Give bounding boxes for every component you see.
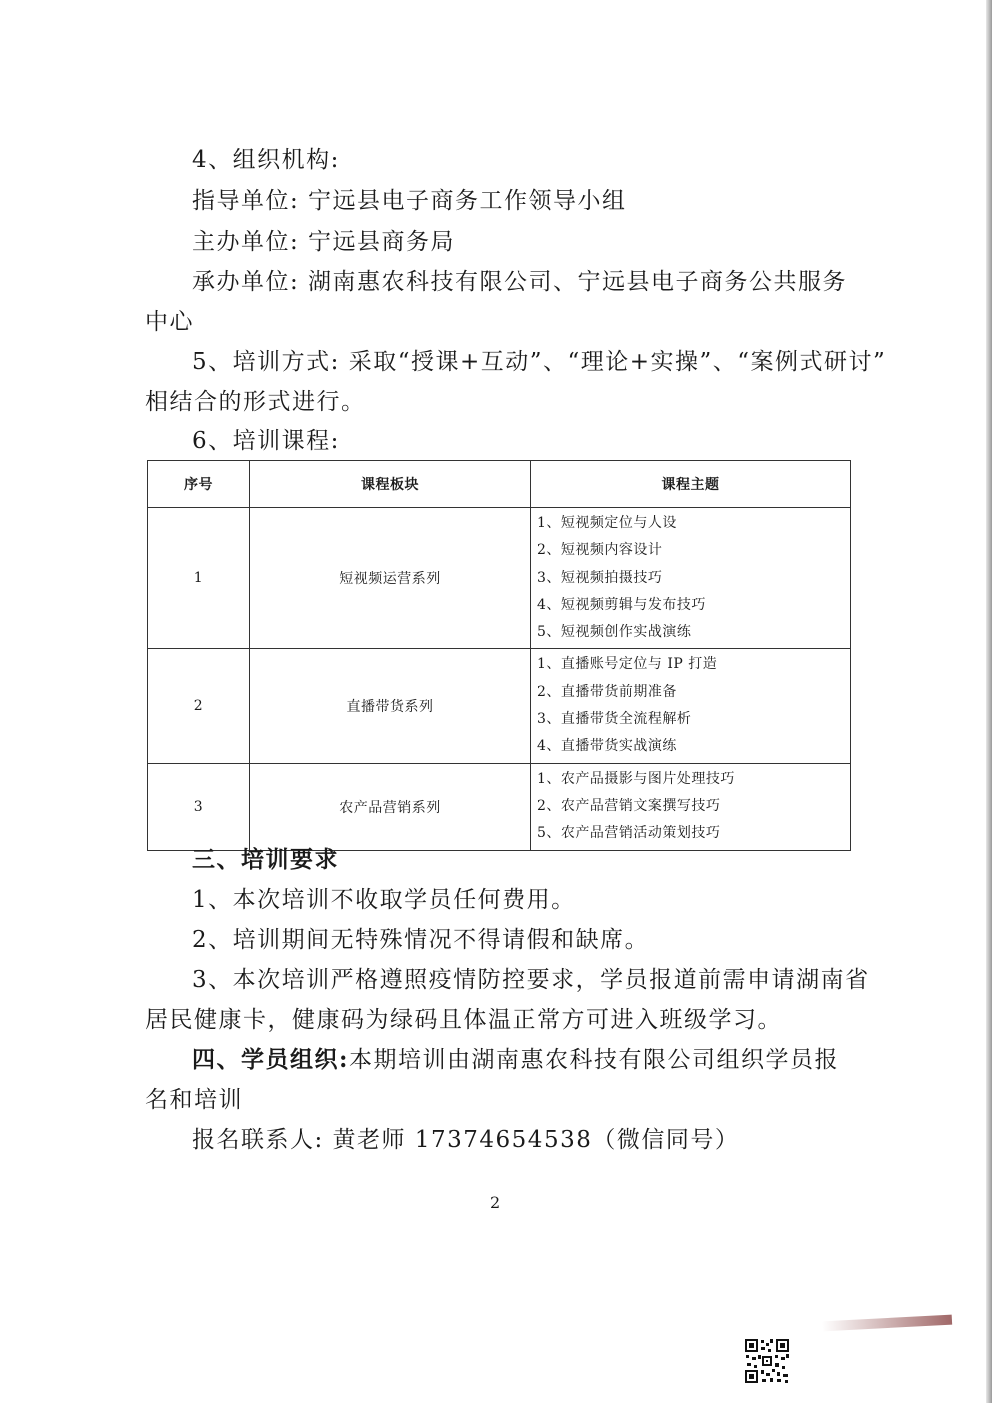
row-module: 短视频运营系列 [250, 508, 531, 649]
row-module: 直播带货系列 [250, 649, 531, 763]
scan-stain [822, 1315, 952, 1332]
row-topics [531, 763, 851, 850]
table-header-row [148, 461, 851, 508]
row-seq: 2 [148, 649, 250, 763]
student-org-line2: 名和培训 [145, 1087, 243, 1113]
scan-edge [986, 0, 992, 1403]
guide-unit: 指导单位: 宁远县电子商务工作领导小组 [192, 188, 627, 214]
topic-item: 5、短视频创作实战演练 [537, 624, 692, 641]
student-org-line1 [192, 1040, 904, 1080]
organizer-unit-line2: 中心 [145, 309, 194, 335]
method-line1: 5、培训方式: 采取“授课+互动”、“理论+实操”、“案例式研讨” [192, 349, 887, 375]
course-heading: 6、培训课程: [192, 428, 340, 454]
topic-item: 2、直播带货前期准备 [537, 683, 677, 700]
topic-item: 4、短视频剪辑与发布技巧 [537, 596, 706, 613]
requirement-item-3-line2: 居民健康卡，健康码为绿码且体温正常方可进入班级学习。 [145, 1007, 782, 1033]
table-row [148, 508, 851, 649]
host-unit: 主办单位: 宁远县商务局 [192, 229, 456, 255]
table-row [148, 763, 851, 850]
course-table [147, 460, 851, 851]
org-heading: 4、组织机构: [192, 147, 340, 173]
topic-item: 4、直播带货实战演练 [537, 738, 677, 755]
topic-item: 5、农产品营销活动策划技巧 [537, 825, 721, 842]
requirements-heading: 三、培训要求 [192, 846, 339, 873]
page-number: 2 [490, 1193, 501, 1212]
topic-item: 1、直播账号定位与 IP 打造 [537, 656, 718, 673]
requirement-item-1: 1、本次培训不收取学员任何费用。 [192, 887, 576, 913]
row-seq: 1 [148, 508, 250, 649]
topic-item: 2、短视频内容设计 [537, 542, 663, 559]
student-org-heading: 四、学员组织: [192, 1046, 349, 1073]
topic-item: 1、农产品摄影与图片处理技巧 [537, 770, 735, 787]
header-module: 课程板块 [250, 461, 531, 508]
header-seq: 序号 [148, 461, 250, 508]
requirement-item-2: 2、培训期间无特殊情况不得请假和缺席。 [192, 927, 650, 953]
row-topics [531, 649, 851, 763]
row-seq: 3 [148, 763, 250, 850]
topic-item: 2、农产品营销文案撰写技巧 [537, 797, 721, 814]
method-line2: 相结合的形式进行。 [145, 389, 366, 415]
table-row [148, 649, 851, 763]
topic-item: 3、直播带货全流程解析 [537, 711, 692, 728]
contact-line: 报名联系人: 黄老师 17374654538（微信同号） [192, 1127, 740, 1153]
row-module: 农产品营销系列 [250, 763, 531, 850]
requirement-item-3-line1: 3、本次培训严格遵照疫情防控要求，学员报道前需申请湖南省 [192, 967, 870, 993]
row-topics [531, 508, 851, 649]
topic-item: 1、短视频定位与人设 [537, 515, 677, 531]
header-topics: 课程主题 [531, 461, 851, 508]
topic-item: 3、短视频拍摄技巧 [537, 569, 663, 586]
student-org-text: 本期培训由湖南惠农科技有限公司组织学员报 [349, 1047, 839, 1073]
qr-code-icon [744, 1338, 790, 1384]
organizer-unit-line1: 承办单位: 湖南惠农科技有限公司、宁远县电子商务公共服务 [192, 269, 848, 295]
